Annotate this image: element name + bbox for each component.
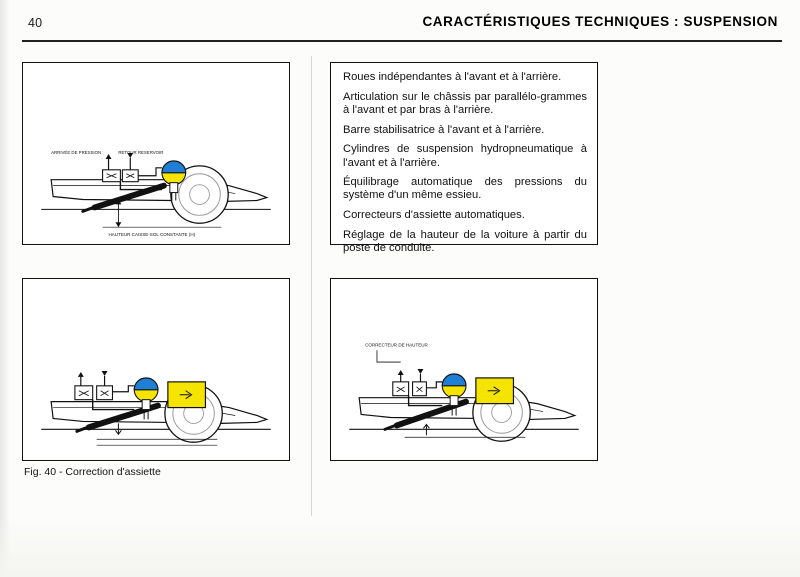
- label-height-corrector: CORRECTEUR DE HAUTEUR: [365, 342, 428, 348]
- header-rule: [22, 40, 782, 42]
- spec-item-5: Équilibrage automatique des pressions du système d'un même essieu.: [343, 176, 587, 202]
- suspension-diagram-loaded: [23, 279, 289, 460]
- spec-item-4: Cylindres de suspension hydropneumatique à l'avant et à l'arrière.: [343, 143, 587, 169]
- label-reservoir-return: RETOUR RESERVOIR: [118, 149, 164, 155]
- page-title: CARACTÉRISTIQUES TECHNIQUES : SUSPENSION: [422, 14, 778, 29]
- suspension-diagram-normal: [23, 63, 289, 244]
- label-pressure-inlet: ARRIVÉE DE PRESSION: [51, 149, 102, 155]
- paper-edge-left: [0, 0, 10, 577]
- figure-bottom-right: [330, 278, 598, 461]
- spec-item-6: Correcteurs d'assiette automatiques.: [343, 209, 525, 222]
- figure-caption: Fig. 40 - Correction d'assiette: [24, 466, 161, 478]
- specifications-panel: [330, 62, 598, 255]
- page-header: [0, 0, 800, 42]
- spec-item-3: Barre stabilisatrice à l'avant et à l'arrière.: [343, 123, 545, 136]
- figure-top-left: [22, 62, 290, 245]
- label-constant-height: HAUTEUR CAISSE-SOL CONSTANTE (H): [108, 232, 196, 238]
- paper-edge-bottom: [0, 517, 800, 577]
- suspension-diagram-corrected: [331, 279, 597, 460]
- spec-item-2: Articulation sur le châssis par parallélo-grammes à l'avant et par bras à l'arrière.: [343, 90, 587, 116]
- spec-item-7: Réglage de la hauteur de la voiture à partir du poste de conduite.: [343, 228, 587, 255]
- figure-bottom-left: [22, 278, 290, 461]
- spec-item-1: Roues indépendantes à l'avant et à l'arrière.: [343, 71, 562, 83]
- page-number: 40: [28, 16, 43, 30]
- column-divider: [311, 56, 312, 516]
